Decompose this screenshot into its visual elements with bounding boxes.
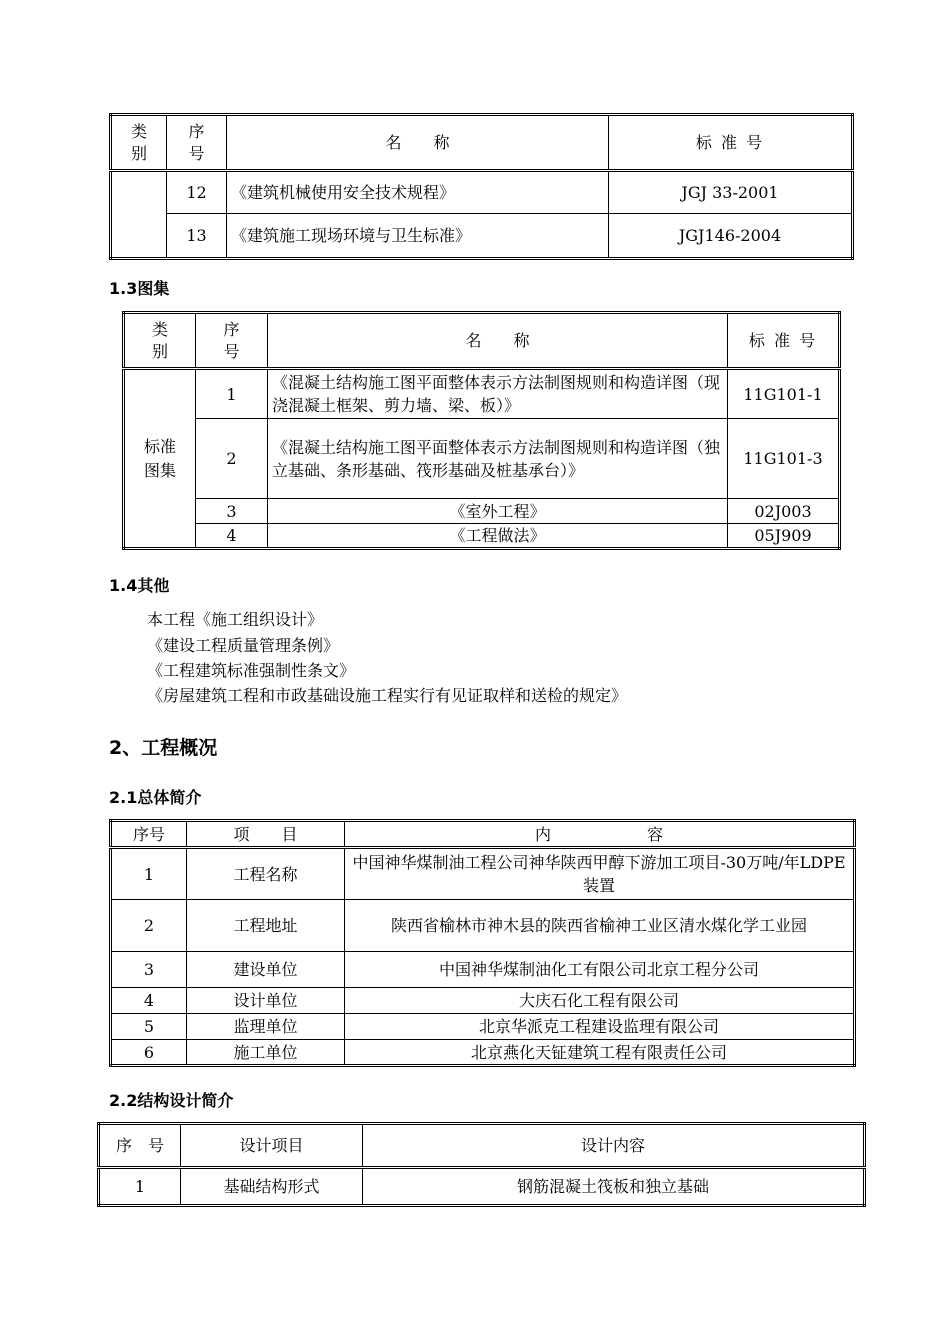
header-item: 设计项目	[181, 1124, 363, 1168]
row-number: 1	[111, 848, 187, 900]
section-heading-2-2: 2.2结构设计简介	[109, 1091, 234, 1110]
row-item: 监理单位	[187, 1014, 345, 1040]
row-name: 《建筑机械使用安全技术规程》	[227, 171, 609, 214]
others-item: 《建设工程质量管理条例》	[147, 636, 340, 655]
row-item: 设计单位	[187, 988, 345, 1014]
row-number: 1	[196, 369, 268, 419]
header-number: 序号	[111, 821, 187, 848]
header-code: 标 准 号	[728, 313, 840, 369]
header-code: 标 准 号	[609, 115, 853, 171]
row-number: 2	[196, 419, 268, 499]
section-heading-2: 2、工程概况	[109, 737, 218, 759]
row-item: 基础结构形式	[181, 1168, 363, 1206]
header-content: 设计内容	[363, 1124, 865, 1168]
row-number: 12	[167, 171, 227, 214]
row-code: 05J909	[728, 524, 840, 549]
row-number: 1	[99, 1168, 181, 1206]
overview-table	[109, 819, 856, 1067]
row-item: 建设单位	[187, 952, 345, 988]
row-number: 4	[196, 524, 268, 549]
row-code: JGJ146-2004	[609, 214, 853, 259]
row-code: 02J003	[728, 499, 840, 524]
header-category: 类别	[124, 313, 196, 369]
row-number: 3	[196, 499, 268, 524]
category-cell	[111, 171, 167, 259]
row-content: 钢筋混凝土筏板和独立基础	[363, 1168, 865, 1206]
row-number: 3	[111, 952, 187, 988]
header-name: 名 称	[227, 115, 609, 171]
row-item: 工程地址	[187, 900, 345, 952]
section-heading-2-1: 2.1总体简介	[109, 788, 202, 807]
row-code: 11G101-3	[728, 419, 840, 499]
row-code: 11G101-1	[728, 369, 840, 419]
row-content: 北京燕化天钲建筑工程有限责任公司	[345, 1040, 855, 1066]
row-number: 4	[111, 988, 187, 1014]
row-number: 2	[111, 900, 187, 952]
row-number: 6	[111, 1040, 187, 1066]
atlas-table	[122, 311, 841, 550]
row-content: 大庆石化工程有限公司	[345, 988, 855, 1014]
row-name: 《建筑施工现场环境与卫生标准》	[227, 214, 609, 259]
header-content: 内 容	[345, 821, 855, 848]
row-content: 陕西省榆林市神木县的陕西省榆神工业区清水煤化学工业园	[345, 900, 855, 952]
section-heading-1-3: 1.3图集	[109, 279, 170, 298]
header-category: 类别	[111, 115, 167, 171]
row-name: 《混凝土结构施工图平面整体表示方法制图规则和构造详图（独立基础、条形基础、筏形基础及桩基承台）》	[268, 419, 728, 499]
row-number: 5	[111, 1014, 187, 1040]
row-item: 施工单位	[187, 1040, 345, 1066]
row-name: 《混凝土结构施工图平面整体表示方法制图规则和构造详图（现浇混凝土框架、剪力墙、梁、板）》	[268, 369, 728, 419]
category-cell: 标准图集	[124, 369, 196, 549]
row-item: 工程名称	[187, 848, 345, 900]
header-name: 名 称	[268, 313, 728, 369]
row-number: 13	[167, 214, 227, 259]
row-content: 中国神华煤制油化工有限公司北京工程分公司	[345, 952, 855, 988]
standards-table	[109, 113, 854, 260]
row-name: 《室外工程》	[268, 499, 728, 524]
row-code: JGJ 33-2001	[609, 171, 853, 214]
others-item: 《房屋建筑工程和市政基础设施工程实行有见证取样和送检的规定》	[147, 686, 628, 705]
others-item: 本工程《施工组织设计》	[147, 610, 324, 629]
section-heading-1-4: 1.4其他	[109, 576, 170, 595]
header-number: 序号	[196, 313, 268, 369]
header-item: 项 目	[187, 821, 345, 848]
row-name: 《工程做法》	[268, 524, 728, 549]
structure-table	[97, 1122, 866, 1207]
row-content: 中国神华煤制油工程公司神华陕西甲醇下游加工项目-30万吨/年LDPE 装置	[345, 848, 855, 900]
header-number: 序号	[167, 115, 227, 171]
header-number: 序 号	[99, 1124, 181, 1168]
others-item: 《工程建筑标准强制性条文》	[147, 661, 356, 680]
row-content: 北京华派克工程建设监理有限公司	[345, 1014, 855, 1040]
